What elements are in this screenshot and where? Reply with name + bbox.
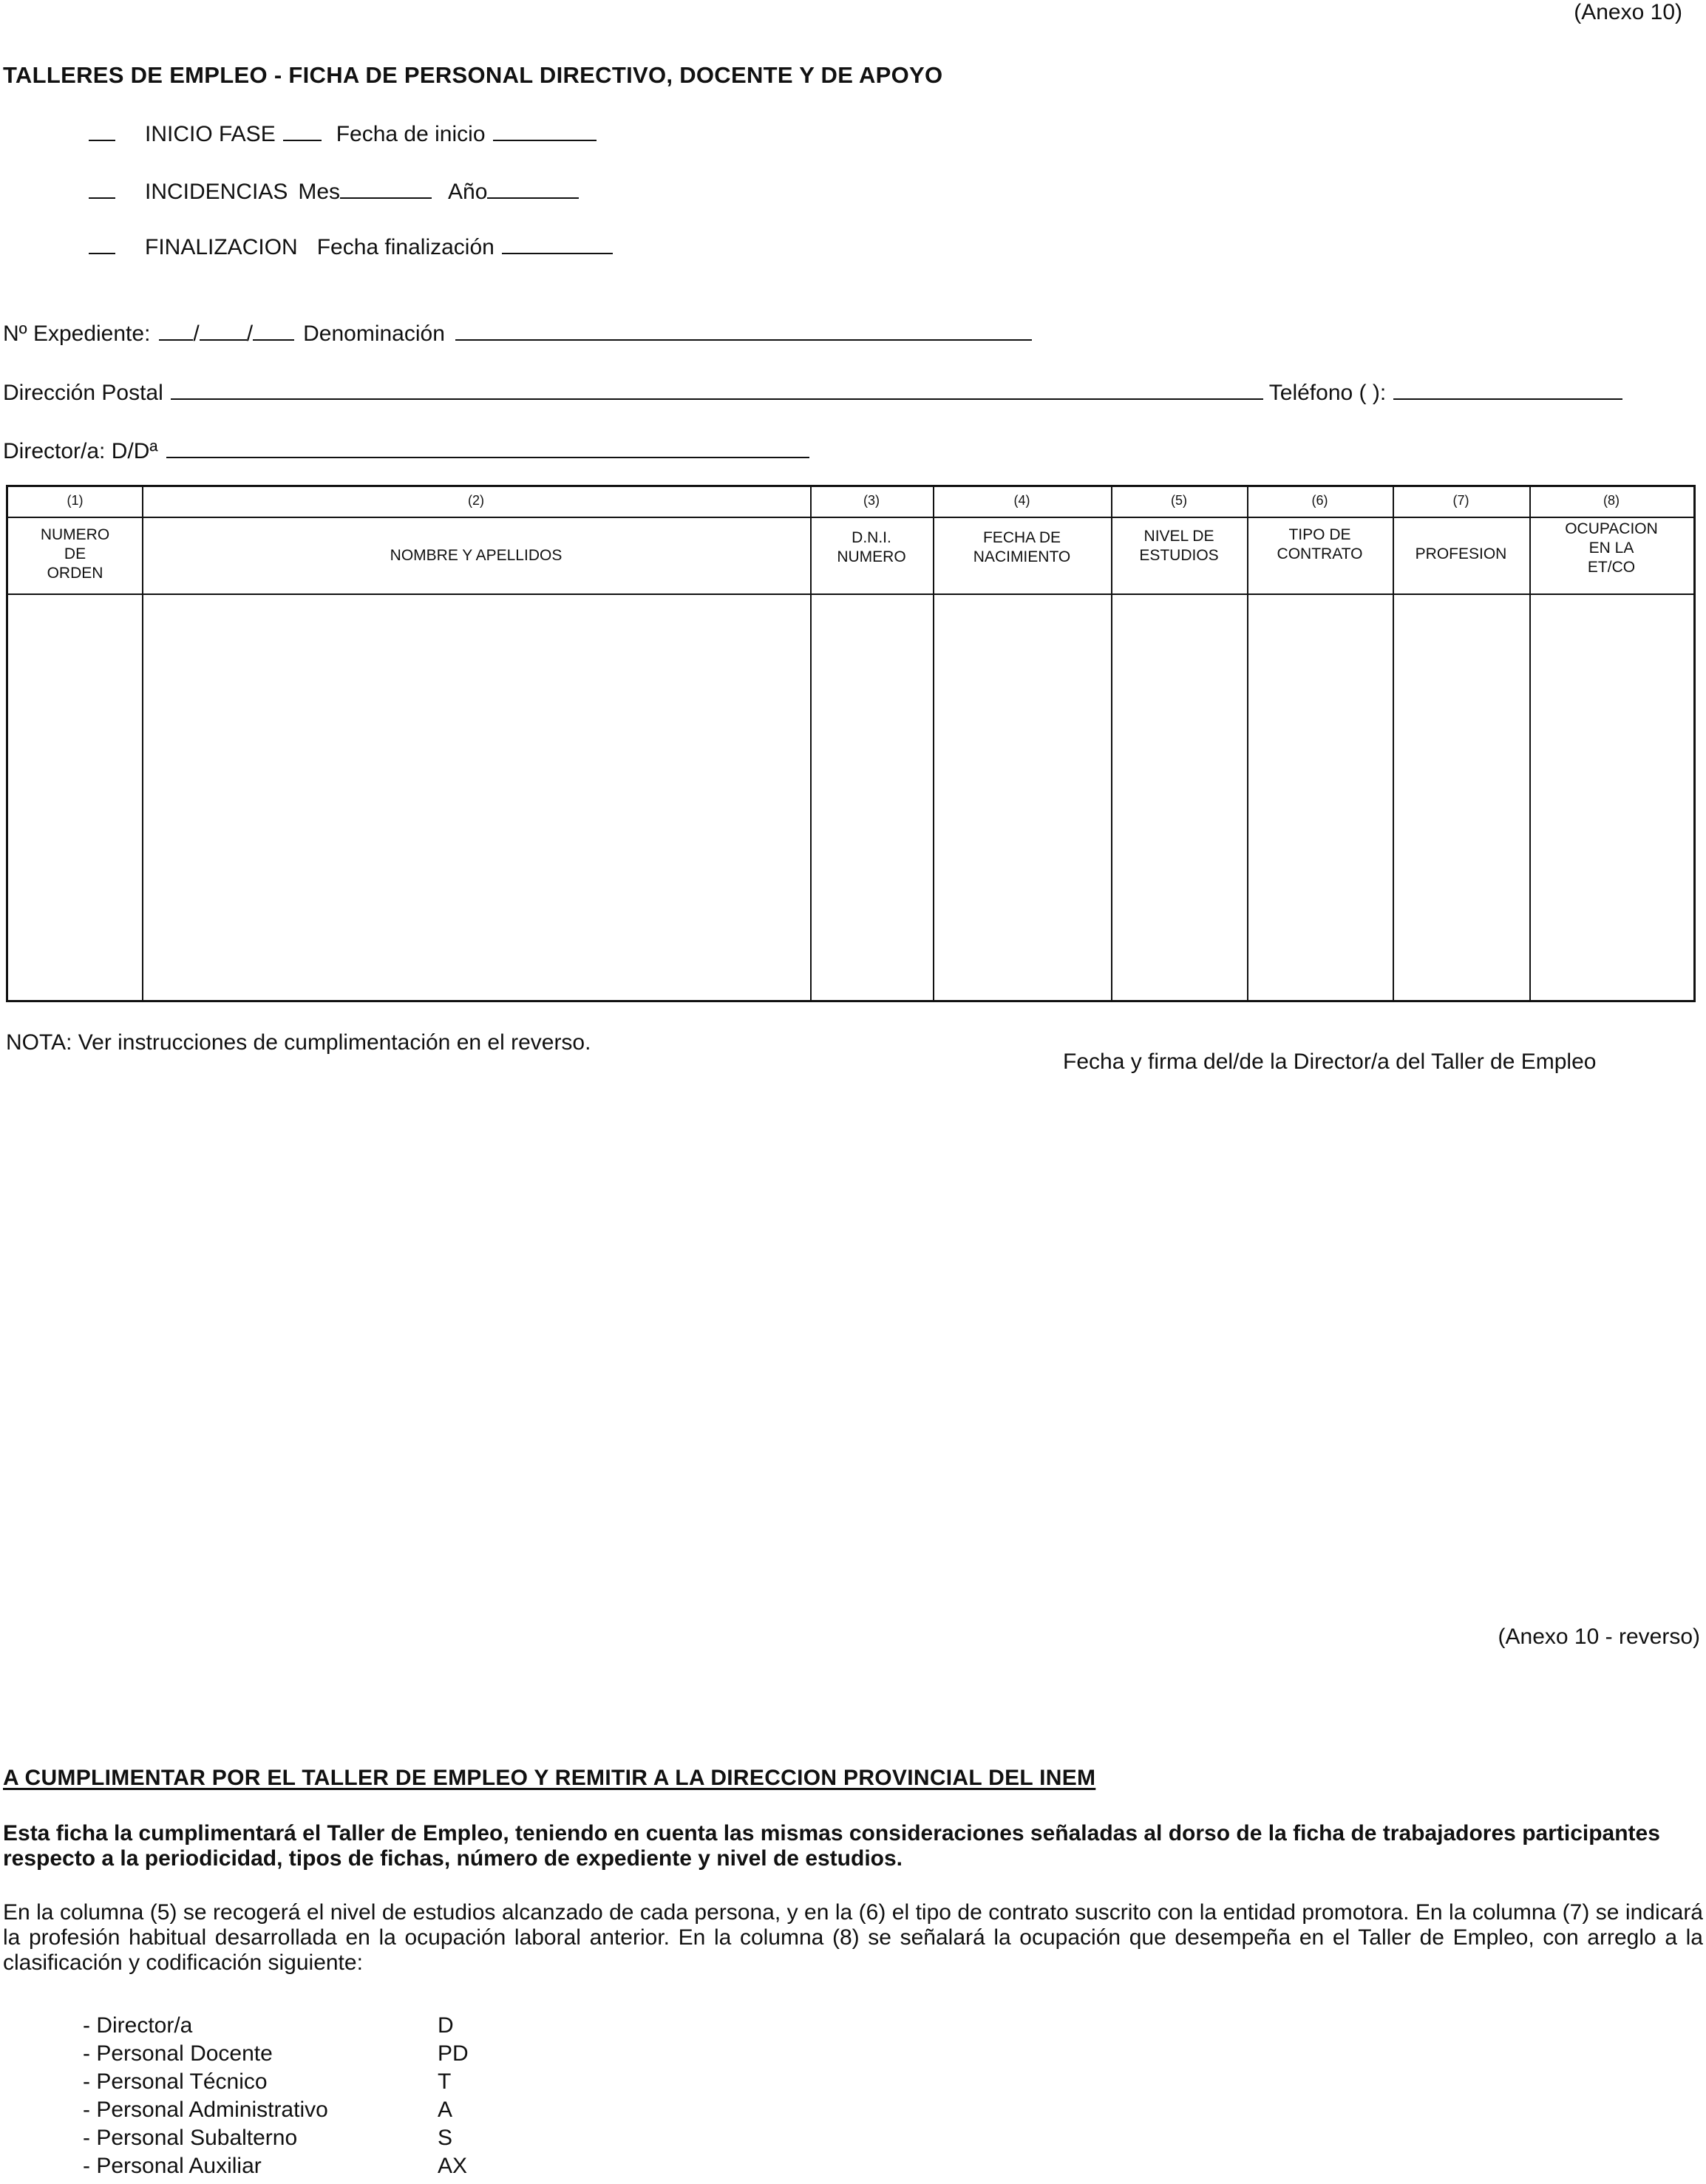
direccion-row [3,381,1622,406]
fecha-finalizacion-field[interactable] [502,235,613,254]
column-header-nivel-estudios: NIVEL DE ESTUDIOS [1139,528,1219,564]
option-incidencias[interactable] [89,180,579,205]
nota-text: NOTA: Ver instrucciones de cumplimentación en el reverso. [6,1030,591,1055]
fecha-inicio-field[interactable] [493,122,597,141]
expediente-field-2[interactable] [200,322,247,341]
column-number: (4) [1013,493,1030,508]
reverse-heading: A CUMPLIMENTAR POR EL TALLER DE EMPLEO Y REMITIR A LA DIRECCION PROVINCIAL DEL INEM [3,1766,1096,1790]
checkbox-finalizacion[interactable] [89,235,115,254]
column-header-numero-orden: NUMERO DE ORDEN [40,526,110,582]
list-item: - Personal Subalterno S [83,2126,453,2150]
column-header-nombre: NOMBRE Y APELLIDOS [390,547,563,564]
column-divider [1247,487,1248,1000]
page-title: TALLERES DE EMPLEO - FICHA DE PERSONAL DIRECTIVO, DOCENTE Y DE APOYO [3,62,943,88]
option-finalizacion[interactable] [89,235,613,260]
option-inicio-fase[interactable] [89,122,597,147]
denominacion-label: Denominación [303,322,445,346]
column-number: (7) [1452,493,1469,508]
column-divider [1393,487,1394,1000]
column-number: (6) [1311,493,1328,508]
occupation-codes-list [83,2012,469,2180]
anio-label: Año [448,180,488,204]
checkbox-incidencias[interactable] [89,180,115,199]
anio-field[interactable] [487,180,579,199]
reverse-paragraph: En la columna (5) se recogerá el nivel de estudios alcanzado de cada persona, y en la (6) el tipo de contrato suscrito con la entidad promotora. En la columna (7) se indicará la profesión habitual desarrollada en la ocupación laboral anterior. En la columna (8) se señalará la ocupación que desempeña en el Taller de Empleo, con arreglo a la clasificación y codificación siguiente: [3,1900,1703,1975]
mes-label: Mes [298,180,341,204]
column-number: (3) [863,493,880,508]
expediente-field-3[interactable] [253,322,294,341]
expediente-label: Nº Expediente: [3,322,151,346]
list-item: - Personal Auxiliar AX [83,2154,468,2178]
denominacion-field[interactable] [455,322,1032,341]
reverse-annex-label: (Anexo 10 - reverso) [1498,1625,1700,1649]
personnel-table [6,485,1696,1002]
director-field[interactable] [166,439,809,458]
column-number: (5) [1171,493,1187,508]
reverse-bold-paragraph: Esta ficha la cumplimentará el Taller de Empleo, teniendo en cuenta las mismas consideraciones señaladas al dorso de la ficha de trabajadores participantes respecto a la periodicidad, tipos de fichas, número de expediente y nivel de estudios. [3,1821,1660,1871]
column-header-tipo-contrato: TIPO DE CONTRATO [1277,526,1363,562]
list-item: - Personal Administrativo A [83,2098,453,2122]
mes-field[interactable] [340,180,432,199]
fecha-finalizacion-label: Fecha finalización [316,235,495,259]
column-header-dni: D.N.I. NUMERO [837,529,906,565]
expediente-row: Nº Expediente: / / Denominación [3,322,1032,347]
column-header-fecha-nacimiento: FECHA DE NACIMIENTO [973,529,1071,565]
direccion-postal-label: Dirección Postal [3,381,163,405]
column-number: (2) [468,493,484,508]
incidencias-label: INCIDENCIAS [145,180,288,204]
column-number: (1) [67,493,84,508]
direccion-postal-field[interactable] [171,381,1263,400]
list-item: - Personal Técnico T [83,2069,452,2094]
checkbox-inicio-fase[interactable] [89,122,115,141]
firma-text: Fecha y firma del/de la Director/a del Taller de Empleo [1063,1050,1597,1074]
fecha-inicio-label: Fecha de inicio [336,122,486,146]
inicio-fase-line[interactable] [283,122,322,141]
column-header-profesion: PROFESION [1415,545,1507,562]
table-number-row-divider [8,517,1693,518]
column-number: (8) [1603,493,1620,508]
table-header-divider [8,593,1693,595]
expediente-field-1[interactable] [159,322,193,341]
telefono-label: Teléfono ( ): [1268,381,1387,405]
list-item: - Director/a D [83,2013,454,2038]
finalizacion-label: FINALIZACION [145,235,298,259]
annex-label: (Anexo 10) [1574,0,1682,24]
list-item: - Personal Docente PD [83,2041,469,2066]
inicio-fase-label: INICIO FASE [145,122,276,146]
column-header-ocupacion: OCUPACION EN LA ET/CO [1565,520,1658,576]
director-row [3,439,809,464]
telefono-field[interactable] [1393,381,1622,400]
director-label: Director/a: D/Dª [3,439,158,463]
